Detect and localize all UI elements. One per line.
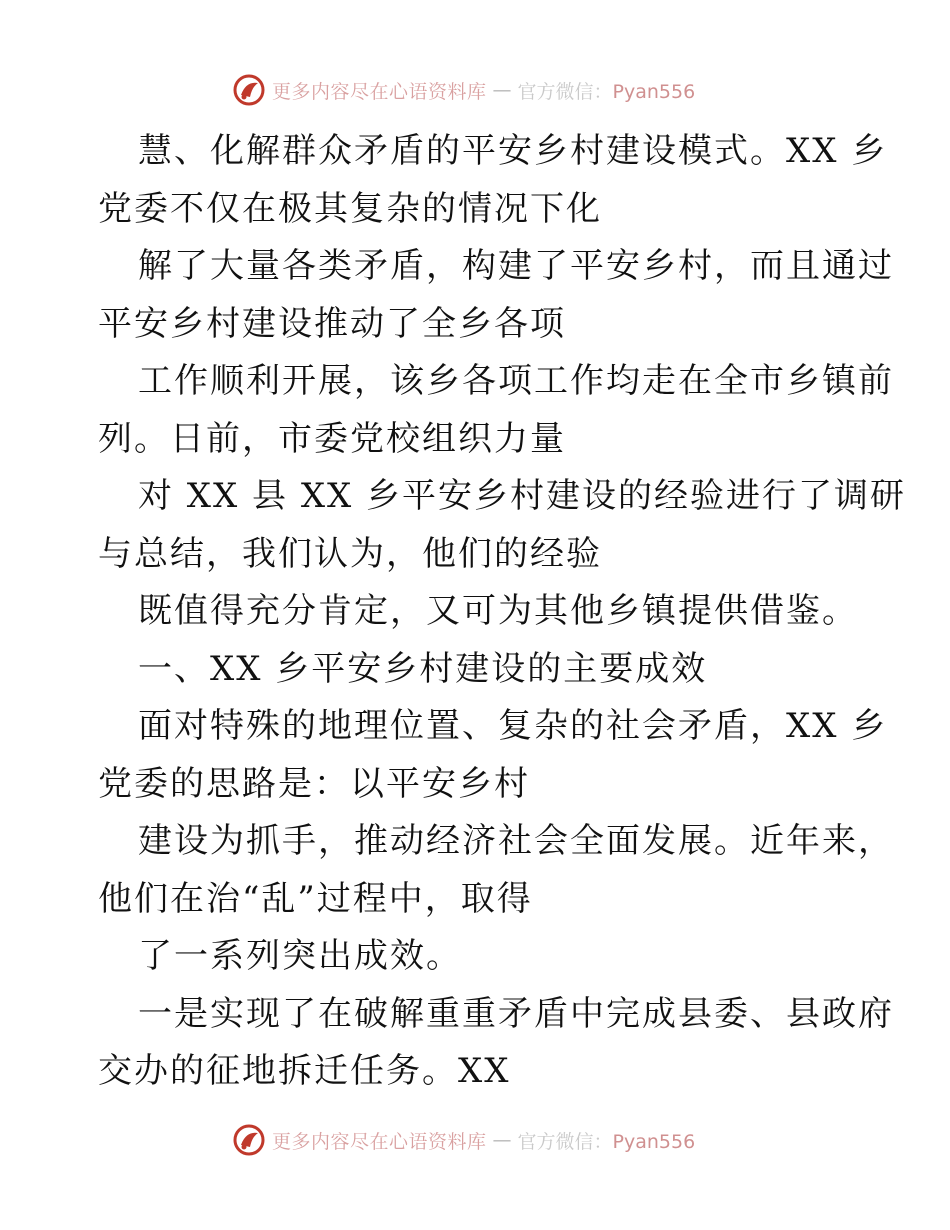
body-line: 交办的征地拆迁任务。XX: [98, 1051, 511, 1091]
banner-contact-label: 官方微信：: [517, 1130, 613, 1153]
logo-icon: [232, 1123, 266, 1157]
banner-wechat-id: Pyan556: [612, 1130, 696, 1153]
body-line: 平安乡村建设推动了全乡各项: [98, 303, 566, 344]
body-line: 一是实现了在破解重重矛盾中完成县委、县政府: [138, 993, 894, 1034]
banner-separator: —: [492, 1129, 512, 1151]
body-line: 与总结，我们认为，他们的经验: [98, 533, 602, 574]
body-line: 建设为抓手，推动经济社会全面发展。近年来，: [138, 821, 894, 861]
body-line: 工作顺利开展，该乡各项工作均走在全市乡镇前: [138, 361, 894, 401]
banner-contact: [518, 1127, 696, 1154]
banner-promo-text: 更多内容尽在心语资料库: [272, 1130, 487, 1153]
banner-separator: —: [492, 79, 512, 101]
body-line: 了一系列突出成效。: [138, 936, 462, 976]
body-line: 党委的思路是：以平安乡村: [98, 763, 530, 804]
body-line: 列。日前，市委党校组织力量: [98, 418, 566, 459]
body-line: 面对特殊的地理位置、复杂的社会矛盾，XX 乡: [138, 706, 888, 746]
logo-icon: [232, 73, 266, 107]
banner-contact-label: 官方微信：: [517, 80, 613, 103]
body-line: 党委不仅在极其复杂的情况下化: [98, 188, 602, 229]
banner-wechat-id: Pyan556: [612, 80, 696, 103]
body-line: 慧、化解群众矛盾的平安乡村建设模式。XX 乡: [138, 131, 888, 171]
footer-banner: [232, 1122, 695, 1158]
banner-contact: [518, 77, 696, 104]
body-line: 既值得充分肯定，又可为其他乡镇提供借鉴。: [138, 591, 858, 631]
body-line: 解了大量各类矛盾，构建了平安乡村，而且通过: [138, 246, 894, 286]
section-heading: 一、XX 乡平安乡村建设的主要成效: [138, 648, 708, 689]
body-line: 他们在治“乱”过程中，取得: [98, 878, 533, 919]
body-line: 对 XX 县 XX 乡平安乡村建设的经验进行了调研: [138, 476, 907, 516]
document-body: [98, 123, 907, 1101]
banner-promo-text: 更多内容尽在心语资料库: [272, 80, 487, 103]
header-banner: [232, 72, 695, 108]
